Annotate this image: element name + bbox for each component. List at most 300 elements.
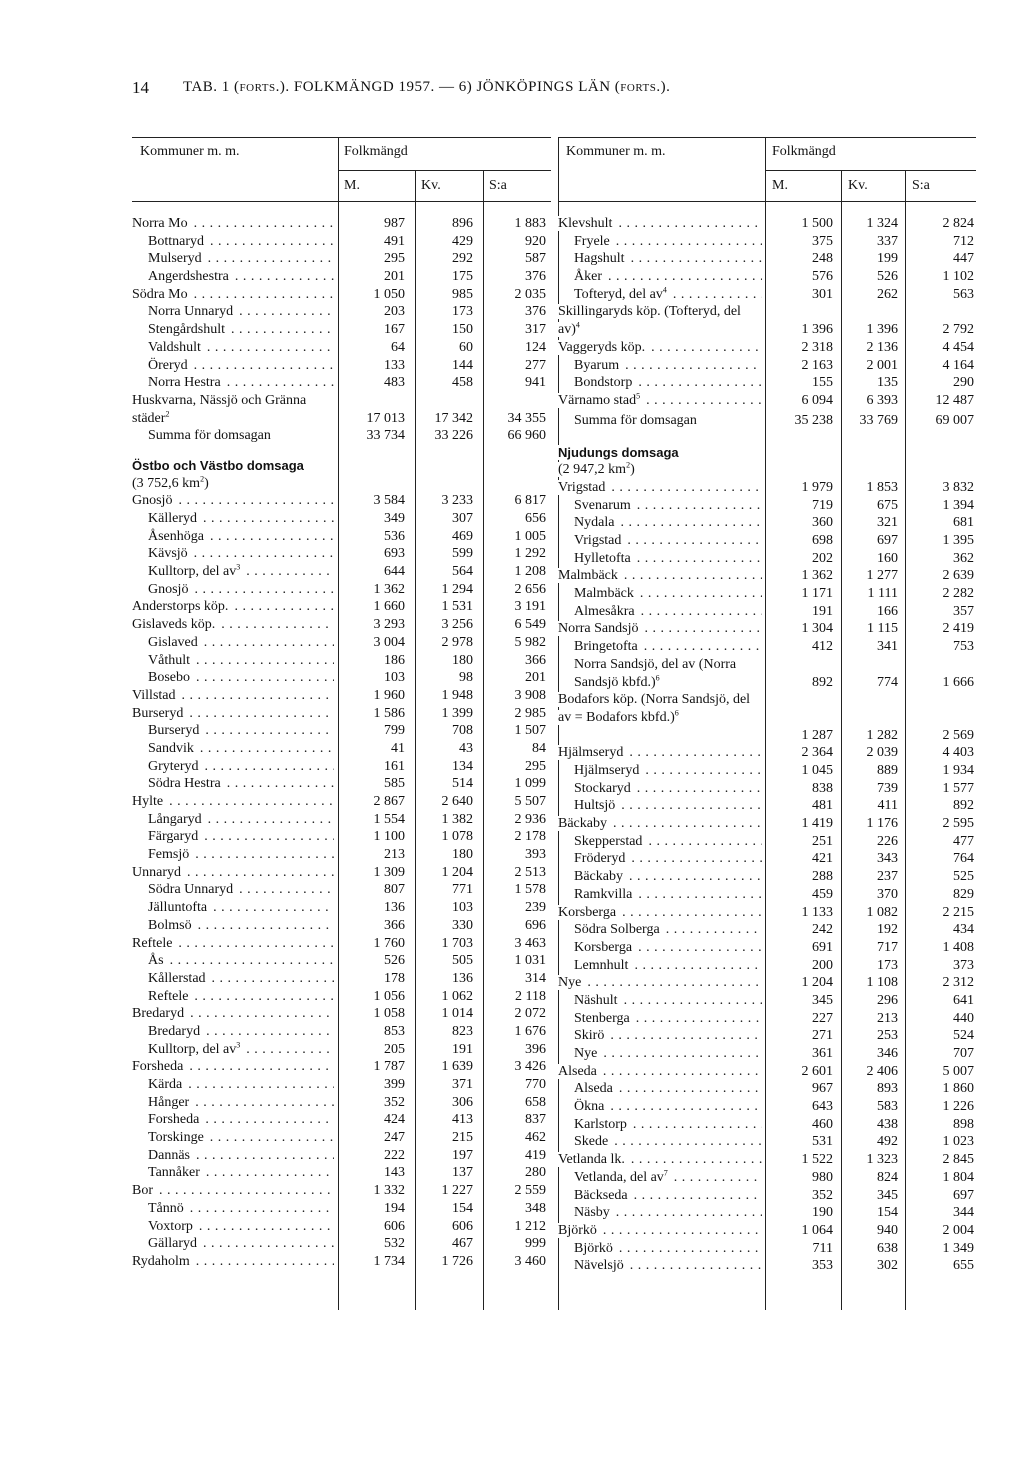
value-m: 711: [812, 1240, 833, 1256]
value-m: 491: [384, 233, 405, 249]
municipality-label: Hylte: [132, 794, 164, 810]
table-top-rule: [132, 137, 551, 138]
table-row: [132, 563, 551, 581]
value-m: 1 396: [801, 322, 833, 338]
table-row: [132, 828, 551, 846]
municipality-name: [574, 268, 762, 286]
value-kv: 307: [452, 511, 473, 527]
value-m: 1 660: [373, 599, 405, 615]
municipality-label: Vaggeryds köp.: [558, 339, 646, 355]
municipality-name: [574, 656, 762, 691]
municipality-name: [574, 1045, 762, 1063]
table-row: [558, 444, 976, 462]
header-divider: [765, 137, 766, 201]
table-row: [132, 545, 551, 563]
value-m: 375: [812, 233, 833, 249]
value-kv: 514: [452, 776, 473, 792]
municipality-label: Anderstorps köp.: [132, 599, 229, 615]
municipality-name: [148, 634, 334, 652]
value-kv: 1 396: [866, 322, 898, 338]
table-row: [558, 479, 976, 497]
municipality-label: Bottnaryd: [148, 233, 204, 249]
value-kv: 1 726: [441, 1253, 473, 1269]
table-row: [558, 1063, 976, 1081]
municipality-label: Hylletofta: [574, 550, 631, 566]
value-m: 345: [812, 992, 833, 1008]
municipality-name: [558, 567, 762, 585]
table-row: [132, 286, 551, 304]
kommuner-header: Kommuner m. m.: [566, 144, 666, 159]
value-sa: 376: [525, 269, 546, 285]
municipality-name: [558, 691, 762, 726]
page-number: 14: [132, 78, 149, 97]
municipality-label: Björkö: [558, 1222, 597, 1238]
value-kv: 1 176: [866, 816, 898, 832]
value-m: 353: [812, 1258, 833, 1274]
table-row: [132, 811, 551, 829]
footnote-marker: 6: [674, 708, 679, 718]
municipality-name: [148, 846, 334, 864]
municipality-label: Norra Hestra: [148, 375, 221, 391]
municipality-label: Bäckaby: [558, 816, 607, 832]
municipality-label: Gnosjö: [148, 581, 189, 597]
table-row: [132, 1111, 551, 1129]
value-m: 35 238: [794, 412, 833, 428]
value-m: 161: [384, 758, 405, 774]
value-sa: 3 460: [514, 1253, 546, 1269]
value-sa: 366: [525, 652, 546, 668]
table-row: [558, 1010, 976, 1028]
municipality-name: [132, 1058, 334, 1076]
value-m: 227: [812, 1010, 833, 1026]
municipality-label: Vetlanda, del $av^7$: [574, 1168, 668, 1185]
municipality-label: Näsby: [574, 1205, 610, 1221]
value-m: 3 004: [373, 634, 405, 650]
header-mid-rule: [338, 170, 551, 171]
table-row: [558, 410, 976, 432]
value-m: 1 056: [373, 988, 405, 1004]
municipality-label: Valdshult: [148, 339, 201, 355]
value-kv: 134: [452, 758, 473, 774]
municipality-label: Njudungs domsaga: [558, 444, 679, 460]
value-kv: 43: [459, 740, 473, 756]
value-sa: 357: [953, 603, 974, 619]
table-row: [132, 705, 551, 723]
value-sa: 362: [953, 550, 974, 566]
value-m: 191: [812, 603, 833, 619]
table-row: [558, 1187, 976, 1205]
value-sa: 681: [953, 515, 974, 531]
value-sa: 376: [525, 304, 546, 320]
value-m: 399: [384, 1077, 405, 1093]
municipality-name: [148, 775, 334, 793]
value-kv: 321: [877, 515, 898, 531]
value-m: 719: [812, 497, 833, 513]
left-table: [132, 137, 551, 1310]
municipality-name: [132, 1005, 334, 1023]
table-row: [132, 427, 551, 445]
table-row: [558, 921, 976, 939]
municipality-name: [574, 1204, 762, 1222]
value-kv: 345: [877, 1187, 898, 1203]
header-divider: [483, 170, 484, 201]
value-kv: 3 256: [441, 617, 473, 633]
table-row: [132, 634, 551, 652]
running-title: TAB. 1 (forts.). FOLKMÄNGD 1957. — 6) JÖNKÖPINGS LÄN (forts.).: [183, 79, 671, 95]
municipality-label: Byarum: [574, 357, 620, 373]
value-kv: 192: [877, 922, 898, 938]
municipality-name: [148, 374, 334, 392]
value-kv: 1 108: [866, 975, 898, 991]
table-row: [132, 475, 551, 493]
table-row: [558, 1027, 976, 1045]
header-divider: [338, 137, 339, 201]
value-kv: 1 948: [441, 687, 473, 703]
value-kv: 564: [452, 564, 473, 580]
table-row: [558, 250, 976, 268]
kommuner-header: Kommuner m. m.: [140, 144, 240, 159]
table-row: [132, 233, 551, 251]
value-m: 1 100: [373, 829, 405, 845]
municipality-name: [574, 850, 762, 868]
value-m: 424: [384, 1112, 405, 1128]
table-row: [132, 1058, 551, 1076]
municipality-name: [574, 497, 762, 515]
municipality-label: Svenarum: [574, 497, 631, 513]
municipality-name: [132, 687, 334, 705]
table-row: [558, 744, 976, 762]
footnote-marker: 7: [663, 1168, 668, 1178]
municipality-label: Karlstorp: [574, 1116, 627, 1132]
value-sa: 3 463: [514, 935, 546, 951]
value-m: 41: [391, 740, 405, 756]
value-kv: 1 277: [866, 568, 898, 584]
municipality-name: [132, 475, 334, 493]
value-kv: 180: [452, 652, 473, 668]
value-sa: 440: [953, 1010, 974, 1026]
value-sa: 587: [525, 251, 546, 267]
table-row: [558, 1133, 976, 1151]
table-row: [558, 904, 976, 922]
value-kv: 33 769: [859, 412, 898, 428]
value-kv: 1 853: [866, 479, 898, 495]
municipality-label: Stockaryd: [574, 780, 631, 796]
municipality-name: [132, 1253, 334, 1271]
table-row: [558, 1151, 976, 1169]
municipality-label: Bor: [132, 1183, 153, 1199]
value-sa: 2 639: [942, 568, 974, 584]
value-kv: 599: [452, 546, 473, 562]
value-sa: 2 072: [514, 1006, 546, 1022]
municipality-label: Skillingaryds köp. (Tofteryd, del av)$^4$: [558, 304, 741, 338]
value-sa: 770: [525, 1077, 546, 1093]
municipality-label: Summa för domsagan: [574, 412, 697, 428]
table-row: [558, 939, 976, 957]
value-sa: 5 982: [514, 634, 546, 650]
table-row: [558, 780, 976, 798]
value-sa: 697: [953, 1187, 974, 1203]
table-row: [558, 567, 976, 585]
value-m: 1 064: [801, 1222, 833, 1238]
value-sa: 2 845: [942, 1152, 974, 1168]
value-sa: 124: [525, 339, 546, 355]
municipality-name: [148, 952, 334, 970]
value-kv: 1 204: [441, 864, 473, 880]
value-kv: 438: [877, 1116, 898, 1132]
municipality-label: Åsenhöga: [148, 528, 204, 544]
value-m: 194: [384, 1200, 405, 1216]
table-row: [132, 881, 551, 899]
table-row: [558, 974, 976, 992]
municipality-label: Burseryd: [148, 723, 200, 739]
municipality-label: Kärda: [148, 1077, 183, 1093]
municipality-label: Stenberga: [574, 1010, 630, 1026]
municipality-name: [132, 492, 334, 510]
table-row: [132, 598, 551, 616]
municipality-name: [558, 479, 762, 497]
municipality-name: [132, 286, 334, 304]
municipality-label: Almesåkra: [574, 603, 635, 619]
municipality-name: [574, 1080, 762, 1098]
value-kv: 346: [877, 1046, 898, 1061]
municipality-label: Angerdshestra: [148, 269, 229, 285]
value-sa: 2 419: [942, 621, 974, 637]
value-sa: 1 023: [942, 1134, 974, 1150]
municipality-label: Norra Sandsjö: [558, 621, 639, 637]
value-m: 33 734: [366, 428, 405, 444]
value-sa: 1 804: [942, 1169, 974, 1185]
municipality-label: Färgaryd: [148, 829, 199, 845]
municipality-label: Hjälmseryd: [558, 745, 624, 761]
municipality-name: [132, 457, 334, 475]
value-kv: 1 078: [441, 829, 473, 845]
municipality-name: [558, 815, 762, 833]
value-kv: 343: [877, 851, 898, 867]
municipality-name: [574, 886, 762, 904]
value-m: 526: [384, 953, 405, 969]
municipality-name: [574, 939, 762, 957]
table-row: [132, 935, 551, 953]
value-sa: 1 408: [942, 939, 974, 955]
municipality-label: Lemnhult: [574, 957, 629, 973]
value-kv: 1 294: [441, 581, 473, 597]
right-rows: [558, 215, 976, 1275]
municipality-label: Bringetofta: [574, 639, 638, 655]
table-row: [132, 1200, 551, 1218]
municipality-name: [148, 1129, 334, 1147]
municipality-name: [148, 758, 334, 776]
value-kv: 341: [877, 639, 898, 655]
value-kv: 1 531: [441, 599, 473, 615]
municipality-name: [574, 1240, 762, 1258]
table-row: [132, 392, 551, 427]
value-kv: 173: [877, 957, 898, 973]
value-kv: 824: [877, 1169, 898, 1185]
municipality-label: Norra Unnaryd: [148, 304, 234, 320]
m-header: M.: [772, 178, 788, 193]
footnote-marker: 2: [200, 474, 205, 483]
value-sa: 1 349: [942, 1240, 974, 1256]
value-m: 1 304: [801, 621, 833, 637]
value-kv: 467: [452, 1236, 473, 1252]
value-m: 205: [384, 1041, 405, 1057]
value-m: 1 362: [373, 581, 405, 597]
municipality-label: Långaryd: [148, 811, 202, 827]
table-row: [132, 687, 551, 705]
table-row: [558, 1257, 976, 1275]
municipality-label: Ökna: [574, 1099, 605, 1115]
municipality-name: [574, 357, 762, 375]
municipality-label: Våthult: [148, 652, 190, 668]
value-sa: 829: [953, 886, 974, 902]
value-kv: 492: [877, 1134, 898, 1150]
municipality-name: [148, 722, 334, 740]
value-sa: 753: [953, 639, 974, 655]
value-m: 459: [812, 886, 833, 902]
value-sa: 3 426: [514, 1059, 546, 1075]
value-sa: 1 005: [514, 528, 546, 544]
municipality-name: [132, 392, 334, 427]
value-kv: 17 342: [434, 410, 473, 426]
municipality-label: Klevshult: [558, 216, 613, 231]
municipality-label: Skede: [574, 1134, 609, 1150]
municipality-name: [558, 744, 762, 762]
header-divider: [905, 170, 906, 201]
municipality-label: Nävelsjö: [574, 1258, 624, 1274]
value-kv: 1 323: [866, 1152, 898, 1168]
value-kv: 215: [452, 1130, 473, 1146]
value-sa: 1 666: [942, 674, 974, 690]
municipality-label: Gnosjö: [132, 493, 173, 509]
value-sa: 314: [525, 970, 546, 986]
value-sa: 373: [953, 957, 974, 973]
value-m: 17 013: [366, 410, 405, 426]
label-suffix: ): [630, 462, 635, 478]
value-m: 143: [384, 1165, 405, 1181]
table-row: [558, 815, 976, 833]
municipality-name: [558, 392, 762, 410]
value-m: 248: [812, 251, 833, 267]
value-sa: 447: [953, 251, 974, 267]
value-m: 2 364: [801, 745, 833, 761]
municipality-name: [148, 1111, 334, 1129]
value-m: 1 500: [801, 216, 833, 231]
municipality-label: Ramkvilla: [574, 886, 633, 902]
m-header: M.: [344, 178, 360, 193]
table-row: [132, 457, 551, 475]
table-row: [132, 268, 551, 286]
municipality-name: [148, 357, 334, 375]
table-row: [132, 758, 551, 776]
sa-header: S:a: [912, 178, 930, 193]
municipality-label: Malmbäck: [558, 568, 618, 584]
value-sa: 66 960: [507, 428, 546, 444]
value-kv: 1 082: [866, 904, 898, 920]
value-m: 301: [812, 286, 833, 302]
folkmangd-header: Folkmängd: [344, 144, 408, 159]
municipality-name: [148, 1200, 334, 1218]
municipality-label: Fröderyd: [574, 851, 626, 867]
kv-header: Kv.: [421, 178, 441, 193]
value-sa: 524: [953, 1028, 974, 1044]
value-m: 1 979: [801, 479, 833, 495]
value-m: 2 163: [801, 357, 833, 373]
folkmangd-header: Folkmängd: [772, 144, 836, 159]
municipality-label: Bosebo: [148, 670, 190, 686]
municipality-name: [132, 705, 334, 723]
value-m: 3 293: [373, 617, 405, 633]
value-m: 360: [812, 515, 833, 531]
municipality-name: [148, 339, 334, 357]
value-m: 133: [384, 357, 405, 373]
municipality-label: Bodafors köp. (Norra Sandsjö, del av = Bodafors kbfd.)$^6$: [558, 692, 751, 725]
municipality-label: Sandvik: [148, 740, 194, 756]
municipality-label: Gislaveds köp.: [132, 617, 216, 633]
table-row: [132, 652, 551, 670]
value-sa: 999: [525, 1236, 546, 1252]
value-m: 807: [384, 882, 405, 898]
value-m: 693: [384, 546, 405, 562]
value-kv: 253: [877, 1028, 898, 1044]
table-row: [558, 215, 976, 233]
value-sa: 2 792: [942, 322, 974, 338]
municipality-name: [148, 510, 334, 528]
value-kv: 411: [877, 798, 898, 814]
value-kv: 3 233: [441, 493, 473, 509]
municipality-label: Norra Mo: [132, 216, 188, 231]
municipality-label: Hånger: [148, 1094, 190, 1110]
value-sa: 641: [953, 992, 974, 1008]
value-kv: 191: [452, 1041, 473, 1057]
value-kv: 1 014: [441, 1006, 473, 1022]
municipality-label: Nydala: [574, 515, 615, 531]
value-m: 853: [384, 1023, 405, 1039]
value-kv: 1 399: [441, 705, 473, 721]
value-kv: 213: [877, 1010, 898, 1026]
value-m: 460: [812, 1116, 833, 1132]
municipality-name: [558, 1151, 762, 1169]
value-kv: 2 640: [441, 794, 473, 810]
municipality-name: [574, 1010, 762, 1028]
value-m: 606: [384, 1218, 405, 1234]
table-row: [132, 970, 551, 988]
municipality-name: [148, 917, 334, 935]
value-sa: 563: [953, 286, 974, 302]
value-kv: 292: [452, 251, 473, 267]
value-kv: 2 978: [441, 634, 473, 650]
municipality-label: Bäckaby: [574, 869, 623, 885]
value-m: 1 760: [373, 935, 405, 951]
municipality-name: [558, 303, 762, 338]
table-row: [558, 1116, 976, 1134]
table-row: [558, 514, 976, 532]
value-sa: 3 191: [514, 599, 546, 615]
table-row: [132, 722, 551, 740]
municipality-label: Summa för domsagan: [148, 428, 271, 444]
value-sa: 6 817: [514, 493, 546, 509]
value-sa: 1 226: [942, 1099, 974, 1115]
table-row: [558, 392, 976, 410]
value-m: 532: [384, 1236, 405, 1252]
municipality-name: [148, 233, 334, 251]
value-m: 987: [384, 216, 405, 231]
table-row: [558, 497, 976, 515]
value-sa: 1 883: [514, 216, 546, 231]
municipality-name: [148, 1076, 334, 1094]
value-kv: 1 282: [866, 727, 898, 743]
table-row: [132, 1076, 551, 1094]
value-kv: 60: [459, 339, 473, 355]
